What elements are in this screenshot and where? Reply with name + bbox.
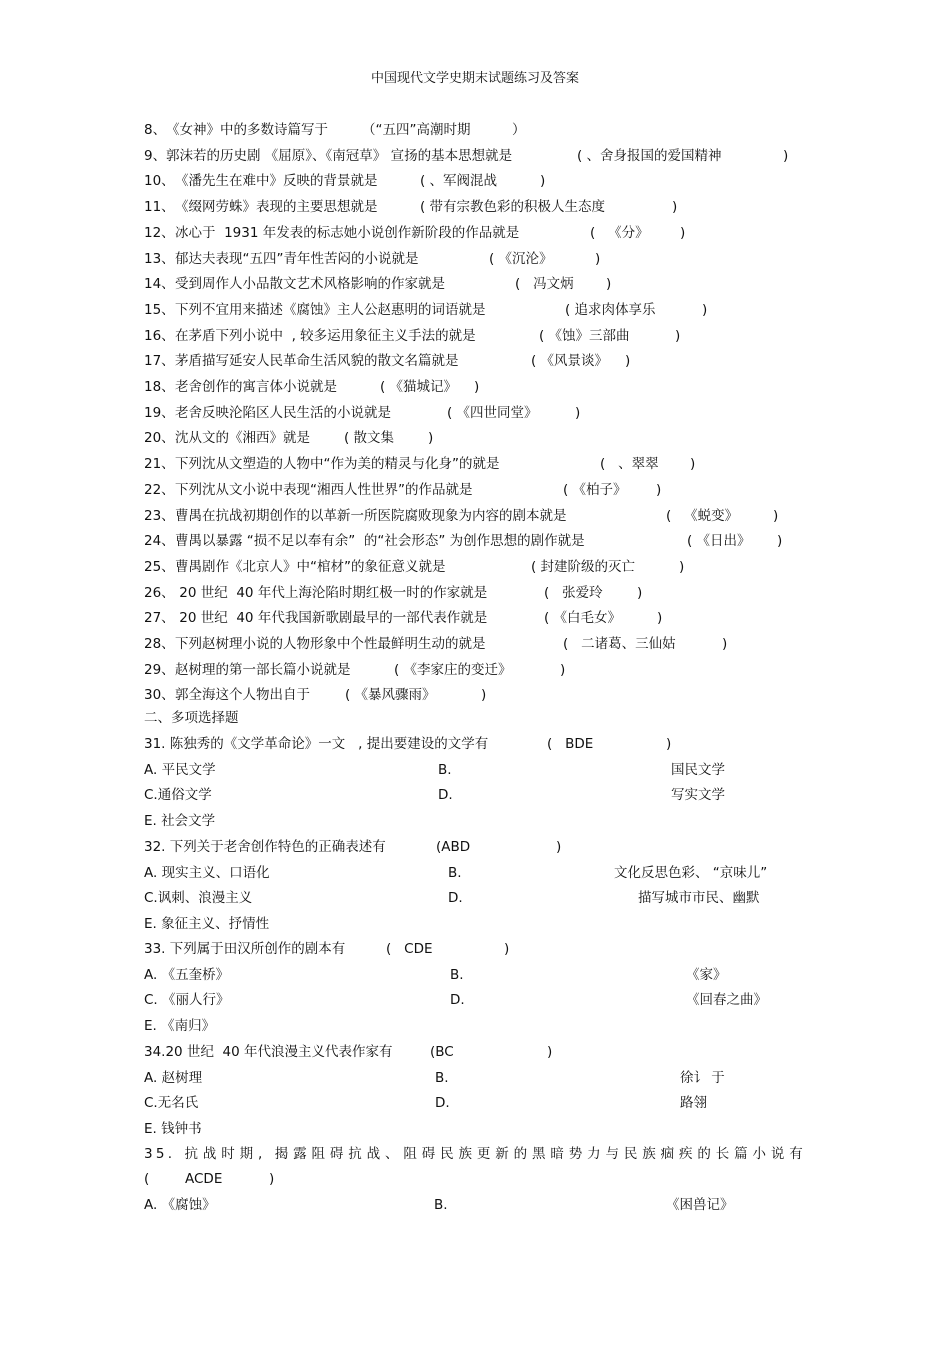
answer: ( 散文集 (344, 430, 395, 447)
options-row (144, 1017, 844, 1035)
question-number: 28、 (144, 636, 175, 652)
options-row (144, 864, 844, 882)
option-b-letter: B. (438, 762, 452, 778)
question-row (144, 635, 844, 653)
answer: ( CDE (386, 941, 433, 957)
question-text: 在茅盾下列小说中 , 较多运用象征主义手法的就是 (175, 327, 476, 344)
question-number: 11、 (144, 199, 175, 216)
question-stem: 32. 下列关于老舍创作特色的正确表述有 (144, 839, 386, 855)
question-text: 老舍反映沦陷区人民生活的小说就是 (175, 404, 391, 421)
question-text: 郭全海这个人物出自于 (175, 687, 310, 704)
question-row (144, 661, 844, 679)
option-b-letter: B. (450, 967, 464, 983)
option-b-text: 《困兽记》 (666, 1197, 734, 1213)
option-a: A. 赵树理 (144, 1070, 203, 1086)
options-row (144, 991, 844, 1009)
answer: ( BDE (547, 736, 594, 752)
question-text: 20 世纪 40 年代上海沦陷时期红极一时的作家就是 (175, 584, 488, 601)
question-row (144, 558, 844, 576)
question-text: 下列赵树理小说的人物形象中个性最鲜明生动的就是 (175, 636, 486, 652)
question-row (144, 224, 844, 242)
answer-close: ) (679, 558, 685, 575)
question-text: 下列沈从文塑造的人物中“作为美的精灵与化身”的就是 (175, 456, 500, 473)
question-text: 沈从文的《湘西》就是 (175, 430, 310, 447)
answer: ( 、军阀混战 (420, 173, 498, 190)
answer-close: ) (690, 456, 696, 473)
answer: ( 《柏子》 (563, 481, 627, 498)
question-number: 17、 (144, 353, 175, 370)
option-a: A. 《腐蚀》 (144, 1197, 216, 1213)
options-row (144, 1069, 844, 1087)
options-row (144, 1120, 844, 1138)
question-text: 《潘先生在难中》反映的背景就是 (175, 173, 378, 190)
answer-close: ) (547, 1044, 553, 1060)
option-e: E. 钱钟书 (144, 1121, 202, 1137)
question-row (144, 378, 844, 396)
question-35-answer-line (144, 1170, 844, 1188)
answer: ( 二诸葛、三仙姑 (563, 636, 676, 652)
question-number: 27、 (144, 610, 175, 627)
multi-question-row (144, 735, 844, 753)
question-text: 冰心于 1931 年发表的标志她小说创作新阶段的作品就是 (175, 224, 520, 241)
question-stem: 33. 下列属于田汉所创作的剧本有 (144, 941, 346, 957)
question-number: 21、 (144, 456, 175, 473)
question-35-stem: 35. 抗战时期, 揭露阻碍抗战、阻碍民族更新的黑暗势力与民族痼疾的长篇小说有 (144, 1146, 806, 1162)
option-c: C.无名氏 (144, 1095, 199, 1111)
answer: ( 《暴风骤雨》 (345, 687, 436, 704)
question-row (144, 584, 844, 602)
option-b-letter: B. (448, 865, 462, 881)
answer: ( 追求肉体享乐 (565, 301, 656, 318)
question-number: 22、 (144, 481, 175, 498)
question-row (144, 172, 844, 190)
option-c: C.讽刺、浪漫主义 (144, 890, 253, 906)
answer-close: ) (657, 610, 663, 627)
answer-close: ) (675, 327, 681, 344)
question-text: 老舍创作的寓言体小说就是 (175, 379, 337, 395)
answer: ( 冯文炳 (515, 276, 574, 293)
answer: ( 《蚀》三部曲 (539, 327, 630, 344)
question-number: 9、 (144, 147, 167, 164)
answer: ( 带有宗教色彩的积极人生态度 (420, 199, 606, 216)
multi-question-row (144, 940, 844, 958)
question-number: 16、 (144, 327, 175, 344)
answer-close: ) (481, 687, 487, 704)
question-number: 14、 (144, 276, 175, 293)
question-row (144, 507, 844, 525)
question-number: 10、 (144, 173, 175, 190)
question-text: 下列不宜用来描述《腐蚀》主人公赵惠明的词语就是 (175, 301, 486, 318)
option-b-letter: B. (434, 1197, 448, 1213)
options-row (144, 812, 844, 830)
question-number: 23、 (144, 507, 175, 524)
option-d-letter: D. (435, 1095, 450, 1111)
option-d-letter: D. (448, 890, 463, 906)
option-d-text: 描写城市市民、幽默 (638, 890, 760, 906)
option-d-text: 《回春之曲》 (686, 992, 767, 1008)
option-a: A. 平民文学 (144, 762, 216, 778)
question-text: 曹禺以暴露 “损不足以奉有余” 的“社会形态” 为创作思想的剧作就是 (175, 533, 585, 550)
answer-close: ) (702, 301, 708, 318)
question-number: 25、 (144, 558, 175, 575)
question-number: 12、 (144, 224, 175, 241)
options-row (144, 1094, 844, 1112)
answer-close: ) (428, 430, 434, 447)
question-row (144, 686, 844, 704)
answer: ( 、舍身报国的爱国精神 (577, 147, 722, 164)
question-row (144, 429, 844, 447)
answer: ( 《沉沦》 (489, 250, 553, 267)
answer: ( 张爱玲 (544, 584, 603, 601)
answer-open: ( (144, 1171, 150, 1187)
multi-question-row (144, 838, 844, 856)
question-row (144, 609, 844, 627)
question-text: 郭沫若的历史剧 《屈原》、《南冠草》 宣扬的基本思想就是 (166, 147, 513, 164)
question-row (144, 532, 844, 550)
question-row (144, 147, 844, 165)
answer-close: ) (637, 584, 643, 601)
answer: （“五四”高潮时期 (362, 122, 471, 138)
page-title: 中国现代文学史期末试题练习及答案 (370, 71, 579, 86)
answer: ( 《四世同堂》 (447, 404, 538, 421)
question-row (144, 198, 844, 216)
question-number: 13、 (144, 250, 175, 267)
option-a: A. 《五奎桥》 (144, 967, 230, 983)
answer-close: ) (777, 533, 783, 550)
question-row (144, 250, 844, 268)
answer-close: ) (656, 481, 662, 498)
answer-close: ) (606, 276, 612, 293)
option-b-text: 国民文学 (671, 762, 725, 778)
question-number: 30、 (144, 687, 175, 704)
answer-close: ) (773, 507, 779, 524)
option-d-text: 写实文学 (671, 787, 725, 803)
answer: ACDE (185, 1171, 223, 1187)
question-row (144, 455, 844, 473)
question-row (144, 275, 844, 293)
answer-close: ) (269, 1171, 275, 1187)
answer-close: ) (783, 147, 789, 164)
answer: ( 、翠翠 (600, 456, 659, 473)
answer-close: ) (680, 224, 686, 241)
answer: ( 《李家庄的变迁》 (394, 661, 512, 678)
option-d-letter: D. (450, 992, 465, 1008)
answer-close: ) (595, 250, 601, 267)
answer-close: ) (575, 404, 581, 421)
answer-close: ) (722, 636, 728, 652)
question-row (144, 327, 844, 345)
question-number: 24、 (144, 533, 175, 550)
option-a: A. 现实主义、口语化 (144, 865, 270, 881)
question-row (144, 481, 844, 499)
answer: ( 《猫城记》 (380, 379, 458, 395)
answer: (BC (430, 1044, 454, 1060)
question-35-options (144, 1196, 844, 1214)
answer: ( 《日出》 (687, 533, 751, 550)
question-number: 20、 (144, 430, 175, 447)
question-text: 赵树理的第一部长篇小说就是 (175, 661, 351, 678)
answer-close: ) (625, 353, 631, 370)
question-text: 郁达夫表现“五四”青年性苦闷的小说就是 (175, 250, 419, 267)
section-heading: 二、多项选择题 (144, 710, 239, 726)
question-row (144, 121, 844, 139)
option-d-text: 路翎 (680, 1095, 707, 1111)
answer: ( 《风景谈》 (531, 353, 609, 370)
options-row (144, 761, 844, 779)
answer-close: ) (560, 661, 566, 678)
answer-close: ) (672, 199, 678, 216)
question-text: 下列沈从文小说中表现“湘西人性世界”的作品就是 (175, 481, 473, 498)
question-stem: 31. 陈独秀的《文学革命论》一文 , 提出要建设的文学有 (144, 736, 489, 752)
answer-close: ) (474, 379, 480, 395)
option-b-text: 徐讠 于 (680, 1070, 725, 1086)
question-row (144, 301, 844, 319)
question-number: 19、 (144, 404, 175, 421)
question-number: 15、 (144, 301, 175, 318)
option-c: C.通俗文学 (144, 787, 212, 803)
option-e: E. 社会文学 (144, 813, 216, 829)
question-row (144, 352, 844, 370)
question-text: 《女神》中的多数诗篇写于 (166, 122, 328, 138)
options-row (144, 889, 844, 907)
option-b-text: 《家》 (686, 967, 727, 983)
answer-close: ) (540, 173, 546, 190)
option-e: E. 象征主义、抒情性 (144, 916, 270, 932)
answer: ( 《白毛女》 (544, 610, 622, 627)
question-number: 8、 (144, 122, 167, 138)
answer-close: ） (512, 122, 526, 138)
question-number: 29、 (144, 661, 175, 678)
question-text: 受到周作人小品散文艺术风格影响的作家就是 (175, 276, 445, 293)
multi-question-row (144, 1043, 844, 1061)
option-d-letter: D. (438, 787, 453, 803)
question-number: 26、 (144, 584, 175, 601)
option-c: C. 《丽人行》 (144, 992, 230, 1008)
question-text: 《缀网劳蛛》表现的主要思想就是 (175, 199, 378, 216)
answer: ( 《分》 (590, 224, 649, 241)
option-b-text: 文化反思色彩、 “京味儿” (614, 865, 768, 881)
option-e: E. 《南归》 (144, 1018, 216, 1034)
options-row (144, 966, 844, 984)
options-row (144, 786, 844, 804)
answer-close: ) (666, 736, 672, 752)
question-number: 18、 (144, 379, 175, 395)
answer: ( 《蜕变》 (666, 507, 739, 524)
question-text: 曹禺在抗战初期创作的以革新一所医院腐败现象为内容的剧本就是 (175, 507, 567, 524)
question-text: 茅盾描写延安人民革命生活风貌的散文名篇就是 (175, 353, 459, 370)
answer-close: ) (504, 941, 510, 957)
answer: (ABD (436, 839, 471, 855)
answer-close: ) (556, 839, 562, 855)
option-b-letter: B. (435, 1070, 449, 1086)
question-text: 20 世纪 40 年代我国新歌剧最早的一部代表作就是 (175, 610, 488, 627)
question-stem: 34.20 世纪 40 年代浪漫主义代表作家有 (144, 1044, 393, 1060)
options-row (144, 915, 844, 933)
answer: ( 封建阶级的灭亡 (531, 558, 636, 575)
question-row (144, 404, 844, 422)
question-text: 曹禺剧作《北京人》中“棺材”的象征意义就是 (175, 558, 446, 575)
